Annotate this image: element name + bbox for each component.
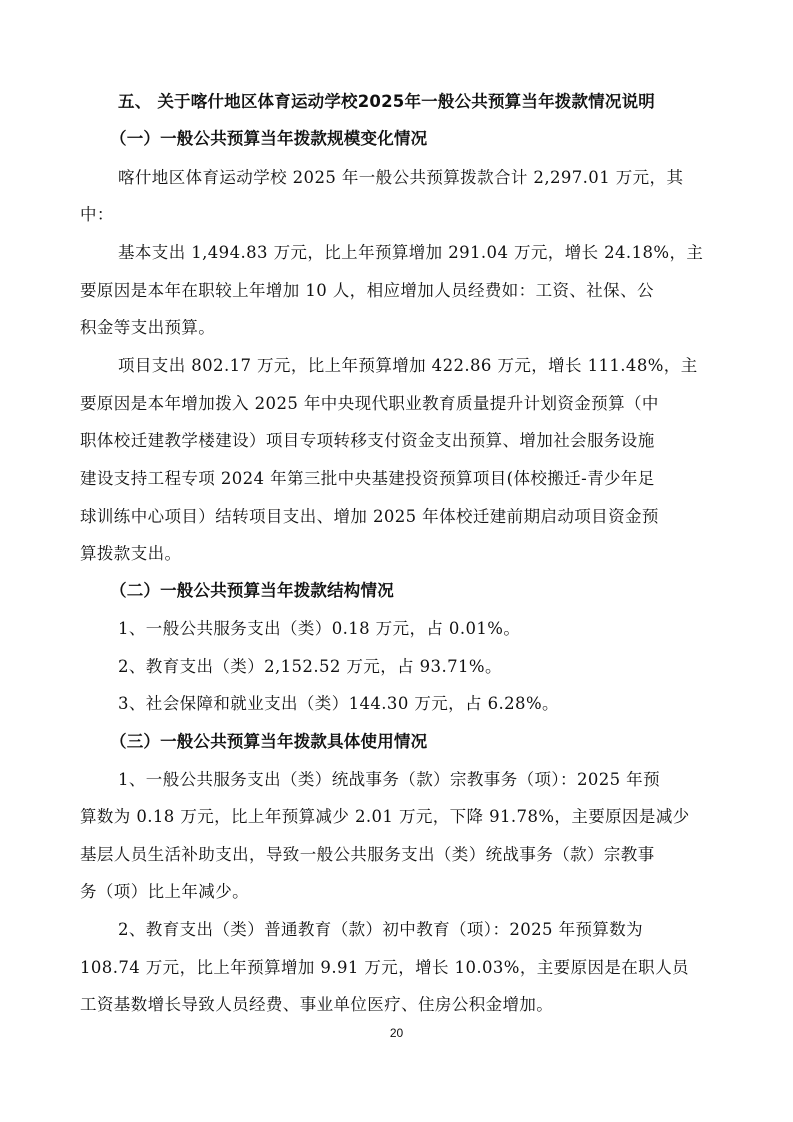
paragraph-line: 2、教育支出（类）2,152.52 万元，占 93.71%。 — [118, 657, 502, 676]
paragraph-line: 基本支出 1,494.83 万元，比上年预算增加 291.04 万元，增长 24.18%，主 — [118, 243, 704, 262]
paragraph-line: 1、一般公共服务支出（类）统战事务（款）宗教事务（项）：2025 年预 — [118, 770, 660, 789]
paragraph-line: 算拨款支出。 — [80, 544, 182, 563]
paragraph-line: 建设支持工程专项 2024 年第三批中央基建投资预算项目(体校搬迁-青少年足 — [80, 469, 655, 488]
paragraph-line: 务（项）比上年减少。 — [80, 882, 249, 901]
paragraph-line: 球训练中心项目）结转项目支出、增加 2025 年体校迁建前期启动项目资金预 — [80, 507, 659, 526]
paragraph-line: 职体校迁建教学楼建设）项目专项转移支付资金支出预算、增加社会服务设施 — [80, 431, 655, 450]
paragraph-line: 项目支出 802.17 万元，比上年预算增加 422.86 万元，增长 111.48%，主 — [118, 356, 698, 375]
paragraph-line: 2、教育支出（类）普通教育（款）初中教育（项）：2025 年预算数为 — [118, 920, 644, 939]
paragraph-line: 要原因是本年在职较上年增加 10 人，相应增加人员经费如：工资、社保、公 — [80, 281, 654, 300]
main-heading: 五、 关于喀什地区体育运动学校2025年一般公共预算当年拨款情况说明 — [118, 92, 655, 111]
paragraph-line: 喀什地区体育运动学校 2025 年一般公共预算拨款合计 2,297.01 万元，其 — [118, 168, 684, 187]
paragraph-line: 积金等支出预算。 — [80, 318, 216, 337]
paragraph-line: 要原因是本年增加拨入 2025 年中央现代职业教育质量提升计划资金预算（中 — [80, 394, 659, 413]
paragraph-line: 中： — [80, 205, 114, 224]
paragraph-line: 基层人员生活补助支出，导致一般公共服务支出（类）统战事务（款）宗教事 — [80, 845, 655, 864]
paragraph-line: 1、一般公共服务支出（类）0.18 万元，占 0.01%。 — [118, 619, 521, 638]
paragraph-line: 108.74 万元，比上年预算增加 9.91 万元，增长 10.03%，主要原因是在职人员 — [80, 958, 689, 977]
section-1-title: （一）一般公共预算当年拨款规模变化情况 — [110, 129, 428, 148]
page-number: 20 — [389, 1026, 404, 1040]
paragraph-line: 工资基数增长导致人员经费、事业单位医疗、住房公积金增加。 — [80, 995, 554, 1014]
section-3-title: （三）一般公共预算当年拨款具体使用情况 — [110, 732, 428, 751]
paragraph-line: 算数为 0.18 万元，比上年预算减少 2.01 万元，下降 91.78%，主要原因是减少 — [80, 807, 690, 826]
paragraph-line: 3、社会保障和就业支出（类）144.30 万元，占 6.28%。 — [118, 694, 559, 713]
section-2-title: （二）一般公共预算当年拨款结构情况 — [110, 581, 394, 600]
